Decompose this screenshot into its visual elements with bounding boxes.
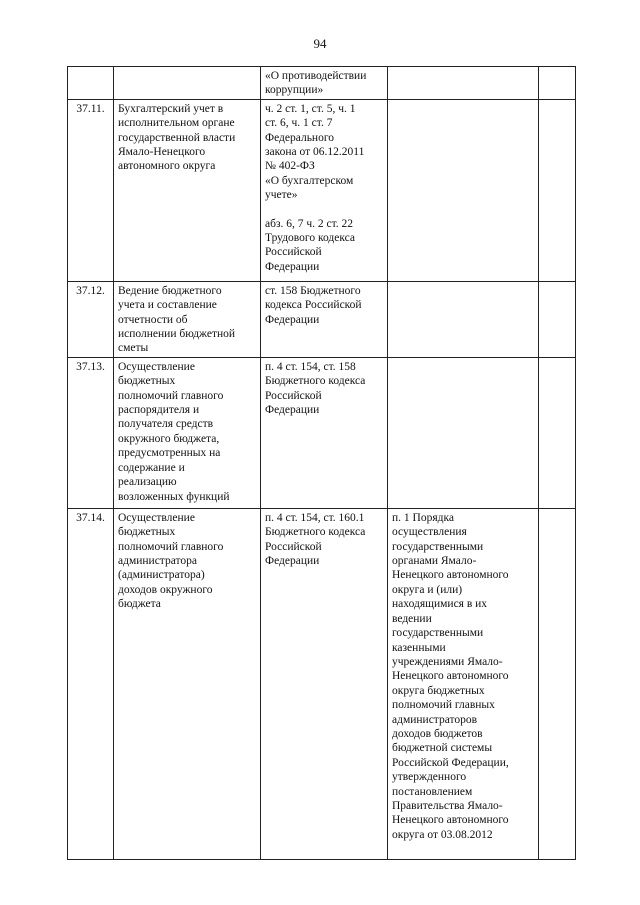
regional-act-line: находящимися в их (392, 598, 488, 611)
table-row (68, 357, 576, 508)
empty-cell (539, 99, 576, 281)
legal-basis-line: Трудового кодекса (265, 232, 355, 245)
function-name-line: государственной власти (118, 131, 236, 144)
item-number-cell (68, 67, 114, 100)
regional-act-cell (388, 357, 539, 508)
regional-act-cell (388, 508, 539, 859)
regional-act-line: постановлением (392, 785, 473, 798)
item-number-cell (68, 357, 114, 508)
legal-basis-line: коррупции» (265, 84, 324, 97)
function-name-line: доходов окружного (118, 583, 213, 596)
regional-act-line: полномочий главных (392, 699, 495, 712)
regional-act-line: бюджетной системы (392, 742, 493, 755)
legal-basis-line: «О противодействии (265, 70, 367, 82)
function-name-line: полномочий главного (118, 389, 224, 402)
legal-basis-line: Российской (265, 540, 322, 553)
legal-basis-line: учете» (265, 189, 298, 202)
legal-basis-line: Российской (265, 246, 322, 259)
function-name-line: (администратора) (118, 569, 205, 582)
function-name-line: распорядителя и (118, 404, 200, 417)
function-name-cell (114, 281, 261, 357)
regional-act-line: казенными (392, 641, 446, 654)
legal-basis-line: абз. 6, 7 ч. 2 ст. 22 (265, 217, 354, 230)
regional-act-line: п. 1 Порядка (392, 511, 454, 524)
regional-act-line: органами Ямало- (392, 555, 477, 568)
legal-basis-line: ч. 2 ст. 1, ст. 5, ч. 1 (265, 102, 356, 115)
legal-basis-line: Бюджетного кодекса (265, 375, 366, 388)
legal-basis-table (67, 66, 576, 860)
function-name-line: реализацию (118, 476, 177, 489)
regional-act-cell (388, 67, 539, 100)
empty-cell (539, 67, 576, 100)
regional-act-line: Российской Федерации, (392, 756, 509, 769)
regional-act-line: осуществления (392, 526, 467, 539)
table-row (68, 508, 576, 859)
function-name-cell (114, 99, 261, 281)
legal-basis-line: ст. 158 Бюджетного (265, 284, 361, 297)
regional-act-line: Ненецкого автономного (392, 670, 509, 683)
legal-basis-line: Федерации (265, 404, 320, 417)
legal-basis-line: Российской (265, 389, 322, 402)
function-name-cell (114, 508, 261, 859)
function-name-line: учета и составление (118, 299, 217, 312)
legal-basis-cell (261, 67, 388, 100)
paragraph-gap (265, 203, 383, 217)
function-name-line: окружного бюджета, (118, 432, 220, 445)
empty-cell (539, 508, 576, 859)
table-row (68, 99, 576, 281)
item-number: 37.13. (76, 360, 105, 373)
function-name-line: возложенных функций (118, 490, 230, 503)
regional-act-line: округа от 03.08.2012 (392, 828, 493, 841)
legal-basis-cell (261, 357, 388, 508)
function-name-line: Осуществление (118, 360, 195, 373)
function-name-line: Осуществление (118, 511, 195, 524)
function-name-line: Ведение бюджетного (118, 284, 222, 297)
regional-act-line: Правительства Ямало- (392, 799, 503, 812)
item-number: 37.14. (76, 511, 105, 524)
function-name-line: бюджетных (118, 526, 176, 539)
table-row (68, 281, 576, 357)
legal-basis-line: ст. 6, ч. 1 ст. 7 (265, 117, 333, 130)
regional-act-line: государственными (392, 540, 484, 553)
function-name-line: бюджета (118, 598, 161, 611)
legal-basis-line: Бюджетного кодекса (265, 526, 366, 539)
regional-act-line: доходов бюджетов (392, 727, 483, 740)
function-name-line: исполнении бюджетной (118, 328, 236, 341)
regional-act-cell (388, 281, 539, 357)
regional-act-line: утвержденного (392, 771, 467, 784)
legal-basis-cell (261, 281, 388, 357)
item-number: 37.12. (76, 284, 105, 297)
regional-act-line: учреждениями Ямало- (392, 655, 503, 668)
regional-act-cell (388, 99, 539, 281)
legal-basis-line: № 402-ФЗ (265, 160, 315, 173)
function-name-line: исполнительном органе (118, 117, 235, 130)
function-name-line: содержание и (118, 461, 185, 474)
regional-act-line: округа и (или) (392, 583, 463, 596)
function-name-line: автономного округа (118, 160, 216, 173)
item-number-cell (68, 281, 114, 357)
function-name-line: бюджетных (118, 375, 176, 388)
function-name-line: администратора (118, 555, 198, 568)
function-name-cell (114, 67, 261, 100)
regional-act-line: Ненецкого автономного (392, 569, 509, 582)
legal-basis-line: закона от 06.12.2011 (265, 146, 365, 159)
function-name-line: Ямало-Ненецкого (118, 146, 206, 159)
legal-basis-line: Федерации (265, 260, 320, 273)
function-name-line: сметы (118, 342, 149, 355)
function-name-cell (114, 357, 261, 508)
function-name-line: предусмотренных на (118, 447, 221, 460)
empty-cell (539, 357, 576, 508)
function-name-line: полномочий главного (118, 540, 224, 553)
function-name-line: отчетности об (118, 313, 188, 326)
page-number: 94 (313, 36, 327, 51)
regional-act-line: ведении (392, 612, 432, 625)
function-name-line: Бухгалтерский учет в (118, 102, 224, 115)
item-number: 37.11. (76, 102, 105, 115)
legal-basis-line: п. 4 ст. 154, ст. 160.1 (265, 511, 365, 524)
regional-act-line: округа бюджетных (392, 684, 485, 697)
legal-basis-line: п. 4 ст. 154, ст. 158 (265, 360, 356, 373)
regional-act-line: Ненецкого автономного (392, 814, 509, 827)
table-row (68, 67, 576, 100)
legal-basis-line: «О бухгалтерском (265, 174, 354, 187)
legal-basis-line: Федерального (265, 131, 335, 144)
empty-cell (539, 281, 576, 357)
item-number-cell (68, 99, 114, 281)
item-number-cell (68, 508, 114, 859)
function-name-line: получателя средств (118, 418, 214, 431)
legal-basis-cell (261, 508, 388, 859)
legal-basis-cell (261, 99, 388, 281)
regional-act-line: администраторов (392, 713, 478, 726)
legal-basis-line: кодекса Российской (265, 299, 362, 312)
regional-act-line: государственными (392, 627, 484, 640)
legal-basis-line: Федерации (265, 555, 320, 568)
legal-basis-line: Федерации (265, 313, 320, 326)
